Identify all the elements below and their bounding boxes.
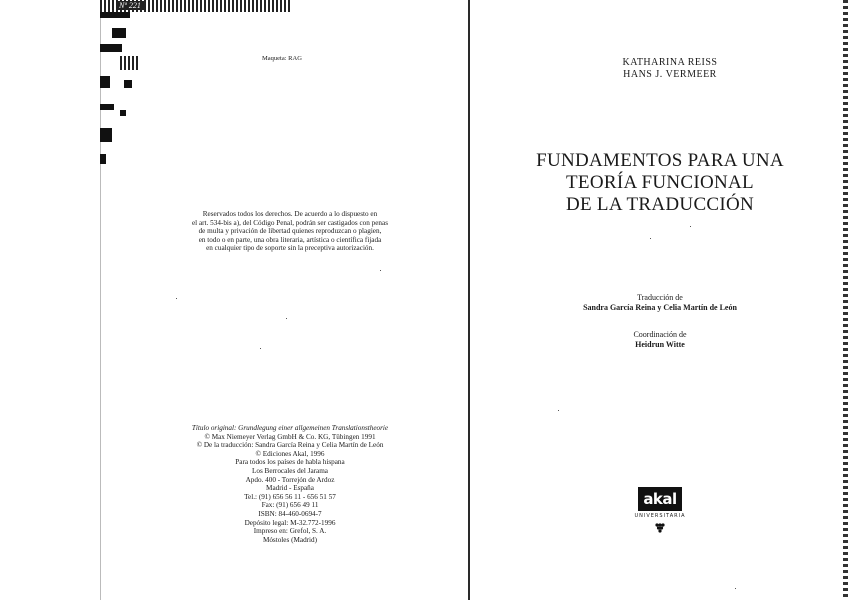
colophon-line: Los Berrocales del Jarama [251, 466, 329, 475]
top-corner-mark: Nº 221 [116, 1, 144, 10]
book-title [500, 150, 820, 216]
rights-line: de multa y privación de libertad quienes reproduzcan o plagien, [198, 227, 382, 236]
colophon-line: Impreso en: Grefol, S. A. [253, 527, 327, 536]
author-name: HANS J. VERMEER [623, 69, 717, 80]
title-line: FUNDAMENTOS PARA UNA [536, 150, 784, 171]
publisher-subtitle: UNIVERSITARIA [634, 513, 686, 519]
colophon-line: Móstoles (Madrid) [262, 535, 318, 544]
colophon-line: Fax: (91) 656 49 11 [261, 501, 319, 510]
coordination-label: Coordinación de [633, 330, 687, 339]
publisher-logo [630, 482, 690, 552]
authors [560, 57, 780, 81]
colophon-line: © De la traducción: Sandra García Reina y Celia Martín de León [196, 441, 384, 450]
cover-credit: Maqueta: RAG [262, 55, 302, 62]
page-edge-right [843, 0, 848, 600]
speck [380, 270, 381, 271]
colophon-line: © Ediciones Akal, 1996 [255, 449, 325, 458]
speck [690, 226, 691, 227]
colophon-line: Título original: Grundlegung einer allgemeinen Translationstheorie [191, 424, 389, 432]
rights-notice [140, 210, 440, 253]
colophon [130, 424, 450, 544]
speck [650, 238, 651, 239]
colophon-line: Depósito legal: M-32.772-1996 [244, 518, 336, 527]
speck [286, 318, 287, 319]
colophon-line: Tel.: (91) 656 56 11 - 656 51 57 [244, 492, 336, 501]
scan-noise [100, 128, 112, 142]
colophon-line: ISBN: 84-460-0694-7 [258, 509, 322, 518]
scan-noise [100, 44, 122, 52]
rights-line: en todo o en parte, una obra literaria, artística o científica fijada [198, 235, 382, 244]
scan-noise [120, 56, 138, 70]
speck [558, 410, 559, 411]
coordination-credit [530, 330, 790, 350]
coordinator: Heidrun Witte [635, 340, 685, 349]
scan-noise [100, 12, 130, 18]
speck [176, 298, 177, 299]
scan-noise [100, 76, 110, 88]
colophon-line: Para todos los países de habla hispana [235, 458, 345, 467]
scan-noise [124, 80, 132, 88]
akal-logo-text: akal [638, 487, 682, 511]
rights-line: en cualquier tipo de soporte sin la preceptiva autorización. [206, 244, 374, 253]
author-name: KATHARINA REISS [622, 57, 718, 68]
colophon-line: Madrid - España [266, 484, 314, 493]
speck [260, 348, 261, 349]
title-line: DE LA TRADUCCIÓN [565, 194, 755, 215]
rights-line: Reservados todos los derechos. De acuerdo a lo dispuesto en [202, 210, 378, 218]
scan-noise [100, 104, 114, 110]
grapes-icon [654, 522, 666, 534]
scan-noise [112, 28, 126, 38]
scan-noise [100, 154, 106, 164]
translation-label: Traducción de [637, 293, 683, 302]
rights-line: el art. 534-bis a), del Código Penal, podrán ser castigados con penas [191, 218, 388, 227]
translators: Sandra García Reina y Celia Martín de León [583, 303, 737, 312]
speck [735, 588, 736, 589]
scan-noise [120, 110, 126, 116]
colophon-line: Apdo. 400 - Torrejón de Ardoz [245, 475, 335, 484]
title-line: TEORÍA FUNCIONAL [566, 172, 754, 193]
page-edge [100, 0, 101, 600]
translation-credit [530, 293, 790, 313]
colophon-line: © Max Niemeyer Verlag GmbH & Co. KG, Tübingen 1991 [204, 432, 376, 441]
